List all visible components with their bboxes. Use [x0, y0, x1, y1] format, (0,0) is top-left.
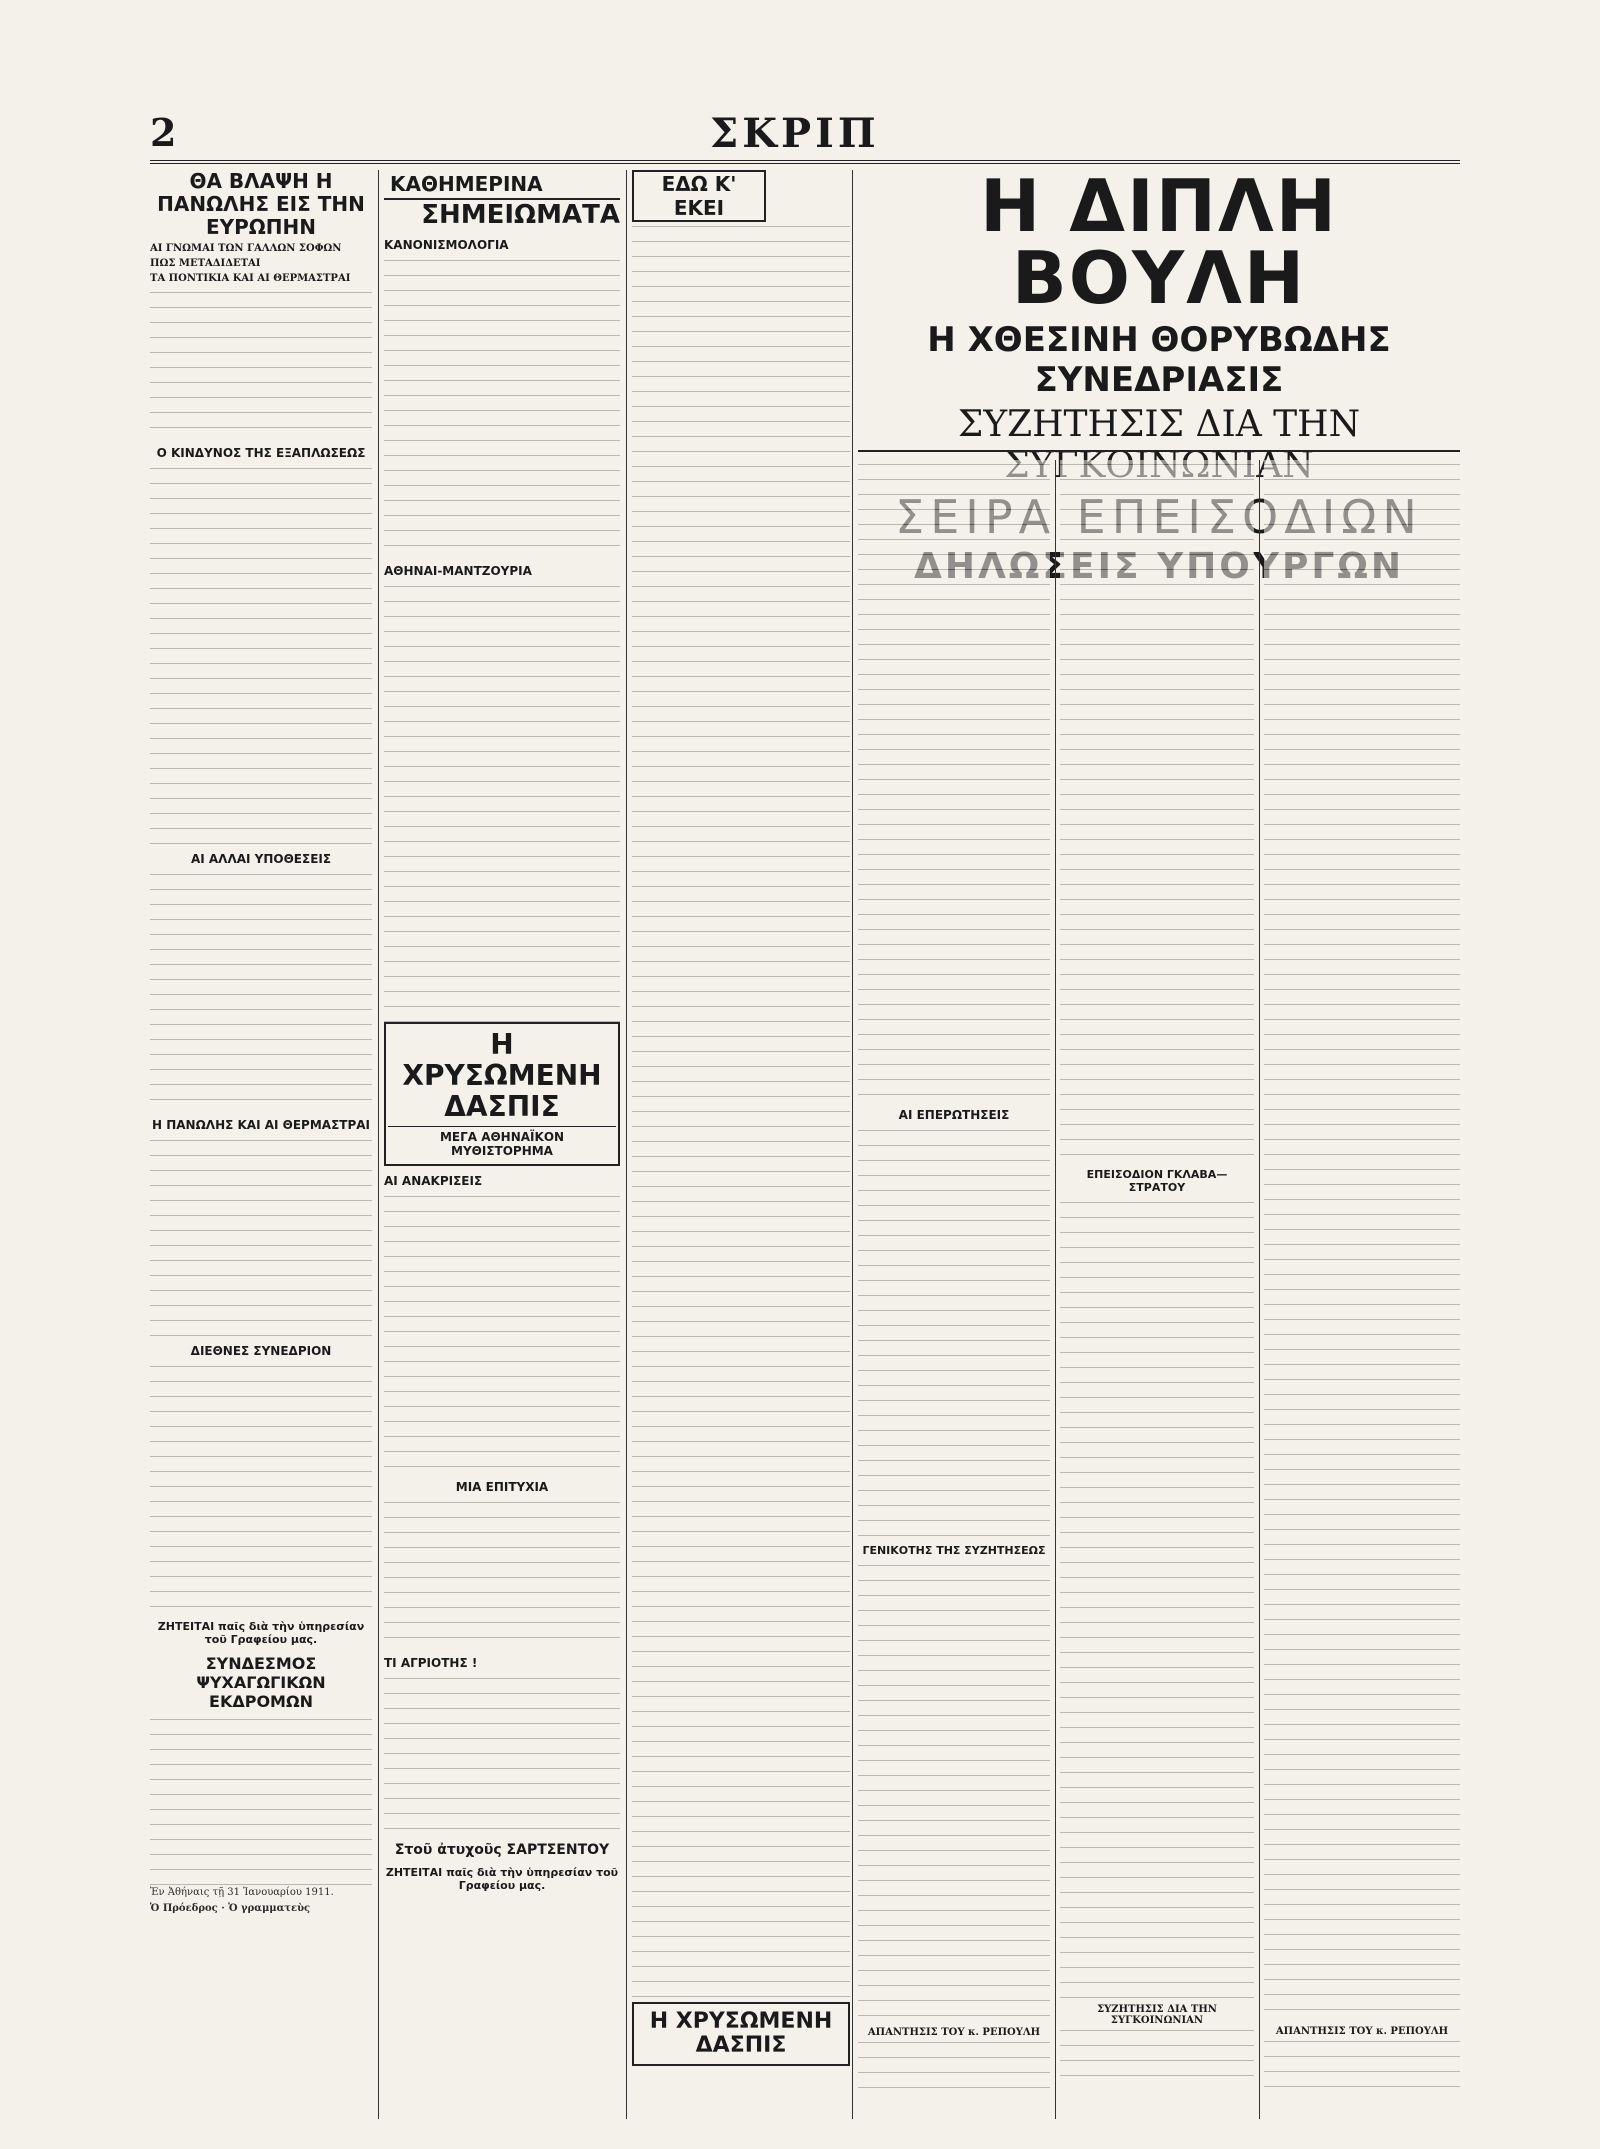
section-heading: ΑΙ ΑΝΑΚΡΙΣΕΙΣ: [384, 1173, 483, 1188]
masthead: [150, 110, 1460, 164]
section-heading: ΤΙ ΑΓΡΙΟΤΗΣ !: [384, 1655, 478, 1670]
novel-ad-title: Η ΧΡΥΣΩΜΕΝΗ ΔΑΣΠΙΣ: [402, 1028, 602, 1123]
article-body-text: [1060, 2026, 1254, 2086]
column-header-2: ΣΗΜΕΙΩΜΑΤΑ: [421, 200, 620, 230]
column-3: [632, 170, 850, 2119]
article-body-text: [1060, 460, 1254, 1160]
article-subtitle: ΤΑ ΠΟΝΤΙΚΙΑ ΚΑΙ ΑΙ ΘΕΡΜΑΣΤΡΑΙ: [150, 273, 351, 284]
lead-subtitle: Η ΧΘΕΣΙΝΗ ΘΟΡΥΒΩΔΗΣ ΣΥΝΕΔΡΙΑΣΙΣ: [927, 320, 1391, 400]
section-heading: ΑΘΗΝΑΙ-ΜΑΝΤΖΟΥΡΙΑ: [384, 564, 532, 578]
article-body-text: [858, 1126, 1050, 1536]
article-body-text: [150, 870, 372, 1110]
article-body-text: [150, 1136, 372, 1336]
column-rule: [852, 170, 853, 2119]
column-rule: [1259, 460, 1260, 2119]
lead-rule: [858, 450, 1460, 452]
section-heading: ΣΥΖΗΤΗΣΙΣ ΔΙΑ ΤΗΝ ΣΥΓΚΟΙΝΩΝΙΑΝ: [1097, 2004, 1217, 2026]
novel-ad: [384, 1022, 620, 1166]
column-1: [150, 170, 372, 2119]
section-heading: ΕΠΕΙΣΟΔΙΟΝ ΓΚΛΑΒΑ—ΣΤΡΑΤΟΥ: [1086, 1168, 1228, 1194]
article-body-text: [150, 288, 372, 438]
lead-column-b: [1060, 460, 1254, 2119]
page-number: 2: [150, 110, 177, 155]
club-date: Ἐν Ἀθήναις τῇ 31 Ἰανουαρίου 1911.: [150, 1887, 334, 1898]
article-body-text: [150, 464, 372, 844]
section-heading: ΑΙ ΕΠΕΡΩΤΗΣΕΙΣ: [898, 1108, 1010, 1122]
club-signers: Ὁ Πρόεδρος · Ὁ γραμματεὺς: [150, 1902, 311, 1914]
lead-column-a: [858, 460, 1050, 2119]
paper-name: ΣΚΡΙΠ: [710, 110, 880, 157]
column-header: ΚΑΘΗΜΕΡΙΝΑ: [384, 170, 620, 200]
section-heading: Η ΠΑΝΩΛΗΣ ΚΑΙ ΑΙ ΘΕΡΜΑΣΤΡΑΙ: [151, 1118, 370, 1132]
lead-column-c: [1264, 460, 1460, 2119]
article-body-text: [384, 1498, 620, 1648]
article-body-text: [858, 2038, 1050, 2098]
section-heading: ΑΠΑΝΤΗΣΙΣ ΤΟΥ κ. ΡΕΠΟΥΛΗ: [867, 2027, 1041, 2038]
article-body-text: [1264, 460, 1460, 2020]
article-body-text: [384, 256, 620, 556]
article-body-text: [384, 1192, 620, 1472]
article-body-text: [858, 460, 1050, 1100]
article-subtitle: ΑΙ ΓΝΩΜΑΙ ΤΩΝ ΓΑΛΛΩΝ ΣΟΦΩΝ: [150, 243, 342, 254]
article-title: ΘΑ ΒΛΑΨΗ Η ΠΑΝΩΛΗΣ ΕΙΣ ΤΗΝ ΕΥΡΩΠΗΝ: [157, 170, 365, 239]
section-heading: ΑΙ ΑΛΛΑΙ ΥΠΟΘΕΣΕΙΣ: [190, 852, 332, 866]
bottom-ad: Στοῦ ἀτυχοῦς ΣΑΡΤΣΕΝΤΟΥ: [394, 1841, 610, 1858]
notice: ΖΗΤΕΙΤΑΙ παῖς διὰ τὴν ὑπηρεσίαν τοῦ Γραφείου μας.: [157, 1620, 365, 1646]
column-header: ΕΔΩ Κ' ΕΚΕΙ: [632, 170, 766, 222]
section-heading: ΚΑΝΟΝΙΣΜΟΛΟΓΙΑ: [384, 238, 509, 252]
article-body-text: [632, 222, 850, 2002]
section-heading: ΓΕΝΙΚΟΤΗΣ ΤΗΣ ΣΥΖΗΤΗΣΕΩΣ: [862, 1544, 1046, 1557]
section-heading: ΔΙΕΘΝΕΣ ΣΥΝΕΔΡΙΟΝ: [190, 1344, 332, 1358]
article-subtitle: ΠΩΣ ΜΕΤΑΔΙΔΕΤΑΙ: [150, 258, 261, 269]
article-body-text: [1264, 2037, 1460, 2097]
column-rule: [626, 170, 627, 2119]
notice: ΖΗΤΕΙΤΑΙ παῖς διὰ τὴν ὑπηρεσίαν τοῦ Γραφείου μας.: [385, 1865, 619, 1892]
section-heading: ΑΠΑΝΤΗΣΙΣ ΤΟΥ κ. ΡΕΠΟΥΛΗ: [1275, 2026, 1449, 2037]
article-body-text: [384, 582, 620, 1022]
article-body-text: [384, 1674, 620, 1834]
article-body-text: [150, 1362, 372, 1612]
article-body-text: [1060, 1198, 1254, 1998]
bottom-ad: Η ΧΡΥΣΩΜΕΝΗ ΔΑΣΠΙΣ: [632, 2002, 850, 2066]
club-body-text: [150, 1715, 372, 1885]
section-heading: ΜΙΑ ΕΠΙΤΥΧΙΑ: [455, 1479, 549, 1494]
article-body-text: [858, 1561, 1050, 2021]
column-rule: [1055, 460, 1056, 2119]
section-heading: Ο ΚΙΝΔΥΝΟΣ ΤΗΣ ΕΞΑΠΛΩΣΕΩΣ: [156, 446, 366, 460]
lead-subtitle: ΣΥΖΗΤΗΣΙΣ ΔΙΑ ΤΗΝ: [957, 404, 1361, 445]
lead-title: Η ΔΙΠΛΗ ΒΟΥΛΗ: [979, 164, 1339, 320]
novel-ad-subtitle: ΜΕΓΑ ΑΘΗΝΑΪΚΟΝ ΜΥΘΙΣΤΟΡΗΜΑ: [388, 1126, 616, 1157]
column-2: [384, 170, 620, 2119]
club-title: ΣΥΝΔΕΣΜΟΣ ΨΥΧΑΓΩΓΙΚΩΝ ΕΚΔΡΟΜΩΝ: [196, 1654, 326, 1711]
column-rule: [378, 170, 379, 2119]
